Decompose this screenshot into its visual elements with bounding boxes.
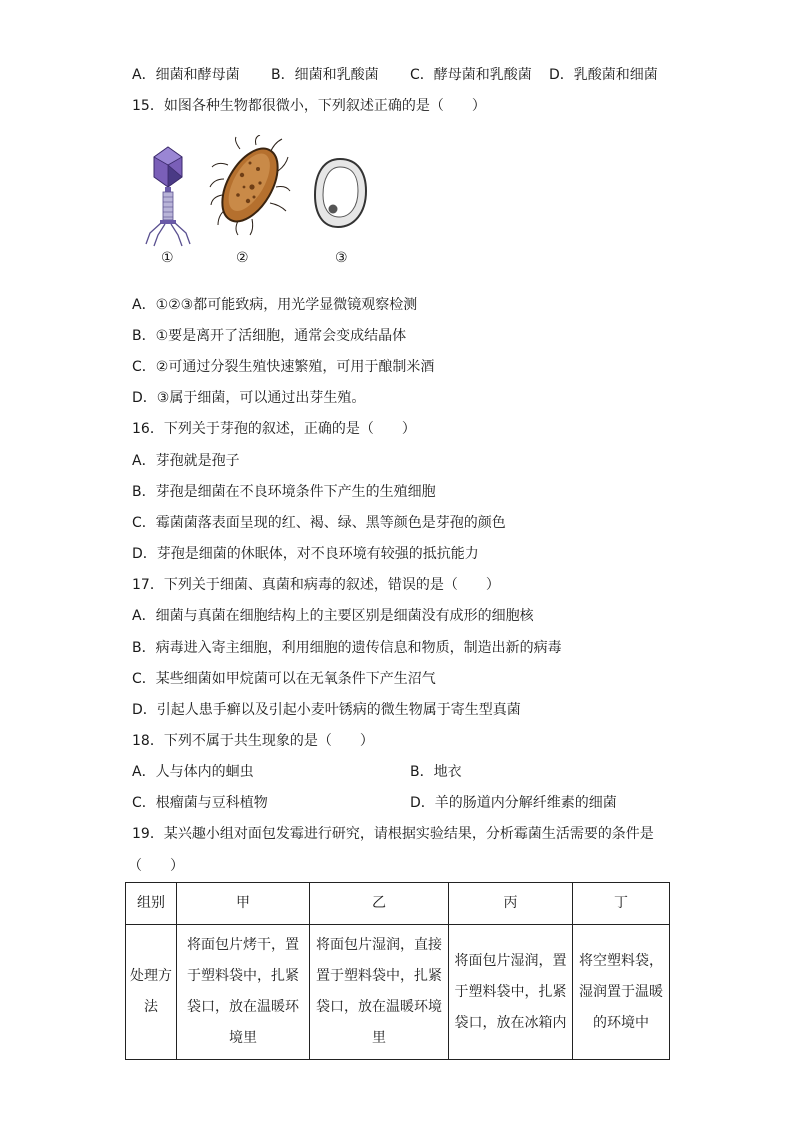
table-header-cell: 乙 [310,883,449,925]
q16-stem: 16．下列关于芽孢的叙述，正确的是（ ） [132,421,416,437]
bacteriophage-figure [140,143,196,248]
q18-stem: 18．下列不属于共生现象的是（ ） [132,733,374,749]
q14-option-a: A．细菌和酵母菌 [132,67,240,83]
table-header-cell: 组别 [126,883,177,925]
table-cell: 将面包片湿润，直接置于塑料袋中，扎紧袋口，放在温暖环境里 [310,925,449,1060]
table-cell: 将面包片烤干，置于塑料袋中，扎紧袋口，放在温暖环境里 [177,925,310,1060]
q17-option-a: A．细菌与真菌在细胞结构上的主要区别是细菌没有成形的细胞核 [132,608,534,624]
table-row-label: 处理方法 [126,925,177,1060]
table-cell: 将空塑料袋，湿润置于温暖的环境中 [573,925,670,1060]
q18-option-a: A．人与体内的蛔虫 [132,764,254,780]
table-row [126,925,670,1060]
q17-option-c: C．某些细菌如甲烷菌可以在无氧条件下产生沼气 [132,671,436,687]
table-header-cell: 甲 [177,883,310,925]
q18-option-d: D．羊的肠道内分解纤维素的细菌 [410,795,617,811]
table-header-cell: 丁 [573,883,670,925]
bacterium-figure [208,135,292,237]
q19-stem-continuation: （ ） [128,858,184,874]
table-header-row [126,883,670,925]
q16-option-c: C．霉菌菌落表面呈现的红、褐、绿、黑等颜色是芽孢的颜色 [132,515,506,531]
q17-stem: 17．下列关于细菌、真菌和病毒的叙述，错误的是（ ） [132,577,500,593]
figure-label-1: ① [161,250,174,266]
q17-option-d: D．引起人患手癣以及引起小麦叶锈病的微生物属于寄生型真菌 [132,702,521,718]
experiment-table [125,882,670,1060]
q18-option-c: C．根瘤菌与豆科植物 [132,795,268,811]
q15-stem: 15．如图各种生物都很微小，下列叙述正确的是（ ） [132,98,486,114]
yeast-cell-figure [312,157,368,229]
q14-option-b: B．细菌和乳酸菌 [271,67,379,83]
table-header-cell: 丙 [449,883,573,925]
q15-option-d: D．③属于细菌，可以通过出芽生殖。 [132,390,366,406]
q14-option-d: D．乳酸菌和细菌 [549,67,658,83]
q15-option-c: C．②可通过分裂生殖快速繁殖，可用于酿制米酒 [132,359,435,375]
figure-label-2: ② [236,250,249,266]
q16-option-d: D．芽孢是细菌的休眠体，对不良环境有较强的抵抗能力 [132,546,479,562]
q15-option-a: A．①②③都可能致病，用光学显微镜观察检测 [132,297,418,313]
table-cell: 将面包片湿润，置于塑料袋中，扎紧袋口，放在冰箱内 [449,925,573,1060]
q16-option-a: A．芽孢就是孢子 [132,453,240,469]
q16-option-b: B．芽孢是细菌在不良环境条件下产生的生殖细胞 [132,484,436,500]
q17-option-b: B．病毒进入寄主细胞，利用细胞的遗传信息和物质，制造出新的病毒 [132,640,562,656]
q19-stem: 19．某兴趣小组对面包发霉进行研究，请根据实验结果，分析霉菌生活需要的条件是 [132,826,654,842]
q14-option-c: C．酵母菌和乳酸菌 [410,67,532,83]
figure-label-3: ③ [335,250,348,266]
q18-option-b: B．地衣 [410,764,462,780]
q15-option-b: B．①要是离开了活细胞，通常会变成结晶体 [132,328,407,344]
